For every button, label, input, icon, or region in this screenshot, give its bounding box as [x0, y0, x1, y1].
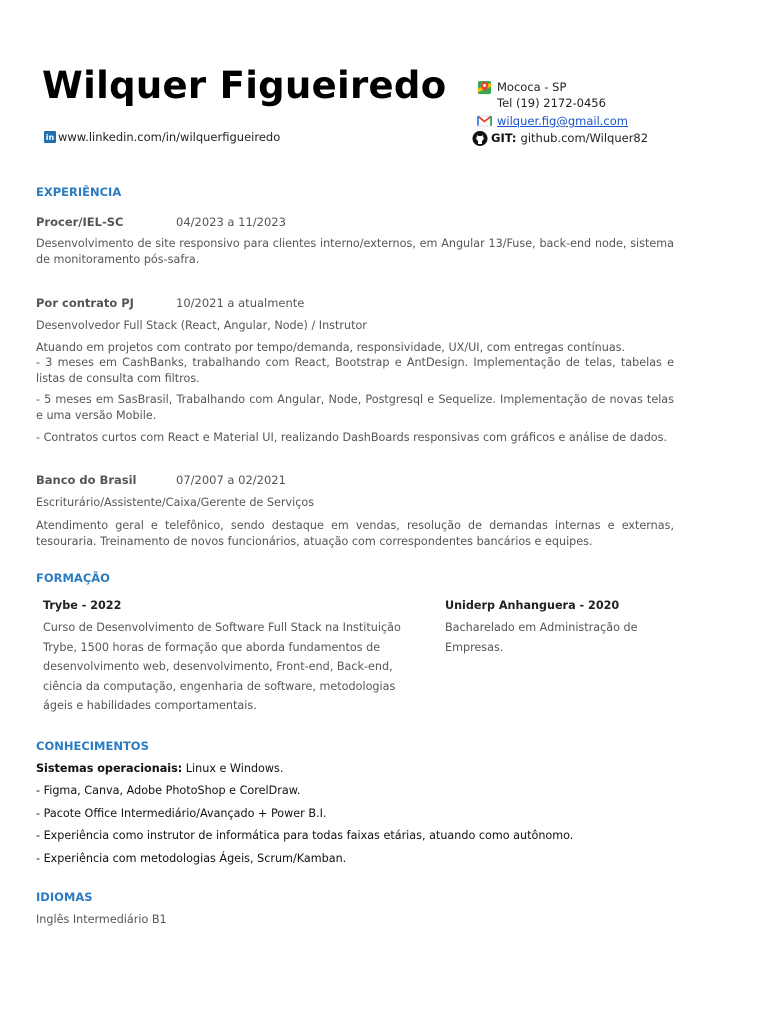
linkedin-url[interactable]: www.linkedin.com/in/wilquerfigueiredo: [58, 130, 281, 144]
location-text: Mococa - SP: [497, 80, 567, 94]
candidate-name: Wilquer Figueiredo: [42, 64, 447, 107]
git-url[interactable]: github.com/Wilquer82: [520, 131, 649, 145]
location-row: [476, 79, 566, 95]
job-description: - 3 meses em CashBanks, trabalhando com React, Bootstrap e AntDesign. Implementação de telas, tabelas e listas de consulta com filtros.: [36, 356, 674, 385]
git-row[interactable]: [472, 130, 648, 146]
job-description: Atuando em projetos com contrato por tempo/demanda, responsividade, UX/UI, com entregas contínuas.: [36, 341, 626, 354]
skill-item: [36, 762, 283, 775]
experience-heading: EXPERIÊNCIA: [36, 185, 122, 199]
job-description: - 5 meses em SasBrasil, Trabalhando com Angular, Node, Postgresql e Sequelize. Implementação de novas telas e uma versão Mobile.: [36, 393, 674, 422]
job-company: Procer/IEL-SC: [36, 215, 124, 229]
skill-item: - Figma, Canva, Adobe PhotoShop e CorelDraw.: [36, 784, 301, 797]
job-role: Desenvolvedor Full Stack (React, Angular, Node) / Instrutor: [36, 319, 367, 332]
skills-heading: CONHECIMENTOS: [36, 739, 149, 753]
linkedin-icon: in: [45, 132, 55, 142]
skill-value: Linux e Windows.: [182, 762, 284, 775]
skill-item: - Experiência como instrutor de informática para todas faixas etárias, atuando como autônomo.: [36, 829, 574, 842]
education-title: Uniderp Anhanguera - 2020: [445, 599, 620, 612]
job-company: Por contrato PJ: [36, 296, 134, 310]
job-role: Escriturário/Assistente/Caixa/Gerente de Serviços: [36, 496, 315, 509]
skill-item: - Pacote Office Intermediário/Avançado + Power B.I.: [36, 807, 327, 820]
phone-text: Tel (19) 2172-0456: [497, 96, 606, 110]
skill-label: Sistemas operacionais:: [36, 762, 183, 775]
education-heading: FORMAÇÃO: [36, 571, 110, 585]
languages-heading: IDIOMAS: [36, 890, 93, 904]
education-description: Bacharelado em Administração de Empresas.: [445, 621, 638, 654]
github-icon: [472, 130, 488, 146]
email-link[interactable]: wilquer.fig@gmail.com: [497, 114, 628, 128]
job-description: Atendimento geral e telefônico, sendo destaque em vendas, resolução de demandas internas e externas, tesouraria. Treinamento de novos funcionários, atuação com correspondentes bancários e equipes.: [36, 519, 674, 548]
phone-row: [497, 96, 606, 110]
map-pin-icon: [476, 79, 492, 95]
git-label: GIT:: [491, 131, 517, 145]
email-row[interactable]: [476, 113, 628, 129]
skill-item: - Experiência com metodologias Ágeis, Scrum/Kamban.: [36, 852, 347, 865]
education-description: Curso de Desenvolvimento de Software Full Stack na Instituição Trybe, 1500 horas de formação que aborda fundamentos de desenvolvimento web, desenvolvimento, Front-end, Back-end, ciência da computação, engenharia de software, metodologias ágeis e habilidades comportamentais.: [43, 621, 401, 712]
job-period: 04/2023 a 11/2023: [176, 215, 286, 229]
job-description: - Contratos curtos com React e Material UI, realizando DashBoards responsivas com gráficos e análise de dados.: [36, 431, 668, 444]
job-company: Banco do Brasil: [36, 473, 137, 487]
linkedin-link[interactable]: [44, 130, 280, 144]
job-period: 10/2021 a atualmente: [176, 296, 305, 310]
gmail-icon: [476, 113, 492, 129]
job-description: Desenvolvimento de site responsivo para clientes interno/externos, em Angular 13/Fuse, back-end node, sistema de monitoramento pós-safra.: [36, 237, 674, 266]
language-item: Inglês Intermediário B1: [36, 913, 167, 926]
job-period: 07/2007 a 02/2021: [176, 473, 286, 487]
education-title: Trybe - 2022: [43, 599, 122, 612]
